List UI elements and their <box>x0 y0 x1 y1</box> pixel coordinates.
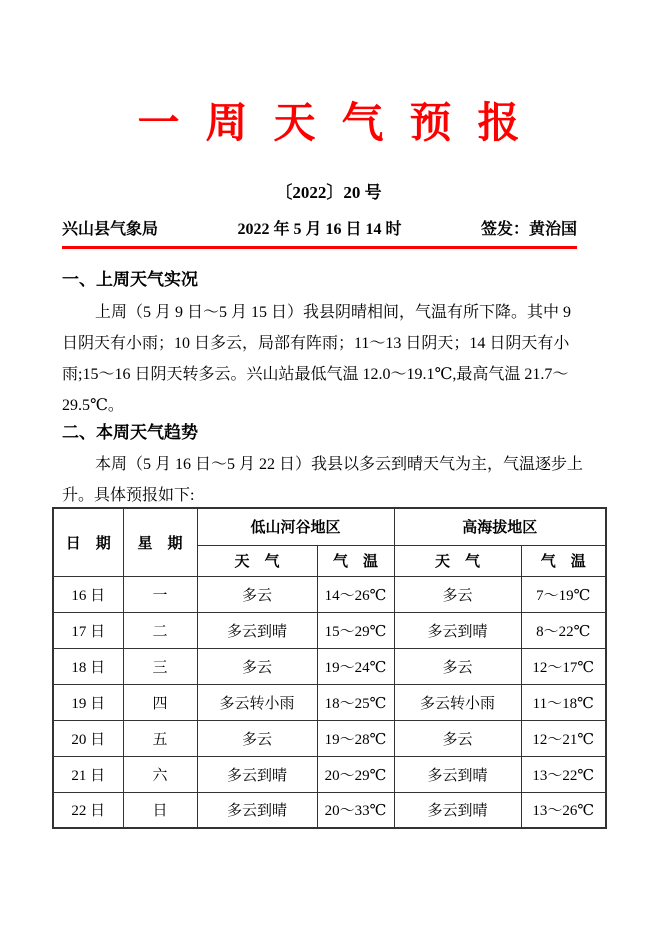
cell-high-temp: 8～22℃ <box>521 612 606 648</box>
paragraph-line: 29.5℃。 <box>62 397 124 414</box>
document-title: 一周天气预报 <box>137 101 546 147</box>
table-row <box>53 720 606 756</box>
cell-low-temp: 19～28℃ <box>317 720 394 756</box>
cell-high-temp: 7～19℃ <box>521 576 606 612</box>
col-header-high-weather: 天 气 <box>394 545 521 576</box>
col-header-week: 星 期 <box>123 508 197 576</box>
table-header-row-1 <box>53 508 606 545</box>
paragraph-line: 本周（5 月 16 日～5 月 22 日）我县以多云到晴天气为主，气温逐步上 <box>95 456 584 473</box>
document-meta-row <box>62 220 577 240</box>
agency-name: 兴山县气象局 <box>62 221 159 238</box>
cell-high-weather: 多云 <box>394 648 521 684</box>
signer: 签发：黄治国 <box>480 221 577 238</box>
cell-date: 22 日 <box>53 792 123 828</box>
cell-high-weather: 多云转小雨 <box>394 684 521 720</box>
col-header-low-temp: 气 温 <box>317 545 394 576</box>
cell-date: 17 日 <box>53 612 123 648</box>
cell-high-temp: 12～21℃ <box>521 720 606 756</box>
cell-week: 三 <box>123 648 197 684</box>
cell-low-weather: 多云到晴 <box>197 756 317 792</box>
red-divider-line <box>62 246 577 249</box>
cell-low-temp: 18～25℃ <box>317 684 394 720</box>
cell-week: 一 <box>123 576 197 612</box>
cell-low-weather: 多云 <box>197 648 317 684</box>
section-1-heading: 一、上周天气实况 <box>62 270 198 289</box>
cell-high-temp: 11～18℃ <box>521 684 606 720</box>
cell-low-weather: 多云 <box>197 720 317 756</box>
table-row <box>53 648 606 684</box>
cell-high-weather: 多云 <box>394 720 521 756</box>
cell-week: 四 <box>123 684 197 720</box>
col-header-low-weather: 天 气 <box>197 545 317 576</box>
cell-low-temp: 15～29℃ <box>317 612 394 648</box>
cell-high-weather: 多云到晴 <box>394 612 521 648</box>
paragraph-line: 上周（5 月 9 日～5 月 15 日）我县阴晴相间，气温有所下降。其中 9 <box>95 304 572 321</box>
cell-week: 二 <box>123 612 197 648</box>
table-row <box>53 612 606 648</box>
section-2-heading: 二、本周天气趋势 <box>62 423 198 442</box>
section-2-paragraph <box>62 449 587 511</box>
cell-date: 18 日 <box>53 648 123 684</box>
table-row <box>53 576 606 612</box>
col-header-date: 日 期 <box>53 508 123 576</box>
cell-low-weather: 多云到晴 <box>197 612 317 648</box>
section-1-paragraph <box>62 297 587 421</box>
cell-week: 日 <box>123 792 197 828</box>
col-header-high-region: 高海拔地区 <box>394 508 606 545</box>
issue-number: 〔2022〕20 号 <box>275 183 382 202</box>
cell-low-weather: 多云 <box>197 576 317 612</box>
cell-date: 20 日 <box>53 720 123 756</box>
col-header-high-temp: 气 温 <box>521 545 606 576</box>
cell-low-temp: 20～33℃ <box>317 792 394 828</box>
cell-low-weather: 多云转小雨 <box>197 684 317 720</box>
cell-low-weather: 多云到晴 <box>197 792 317 828</box>
cell-low-temp: 14～26℃ <box>317 576 394 612</box>
cell-high-temp: 13～22℃ <box>521 756 606 792</box>
cell-date: 21 日 <box>53 756 123 792</box>
cell-high-weather: 多云 <box>394 576 521 612</box>
cell-low-temp: 19～24℃ <box>317 648 394 684</box>
paragraph-line: 日阴天有小雨；10 日多云，局部有阵雨；11～13 日阴天；14 日阴天有小 <box>62 335 570 352</box>
cell-high-weather: 多云到晴 <box>394 792 521 828</box>
cell-high-temp: 12～17℃ <box>521 648 606 684</box>
cell-high-temp: 13～26℃ <box>521 792 606 828</box>
paragraph-line: 雨;15～16 日阴天转多云。兴山站最低气温 12.0～19.1℃,最高气温 21.7～ <box>62 366 569 383</box>
cell-high-weather: 多云到晴 <box>394 756 521 792</box>
cell-date: 16 日 <box>53 576 123 612</box>
table-row <box>53 792 606 828</box>
cell-low-temp: 20～29℃ <box>317 756 394 792</box>
cell-week: 五 <box>123 720 197 756</box>
cell-date: 19 日 <box>53 684 123 720</box>
paragraph-line: 升。具体预报如下: <box>62 487 195 504</box>
table-row <box>53 756 606 792</box>
cell-week: 六 <box>123 756 197 792</box>
table-row <box>53 684 606 720</box>
issue-datetime: 2022 年 5 月 16 日 14 时 <box>237 221 402 238</box>
col-header-low-region: 低山河谷地区 <box>197 508 394 545</box>
forecast-table <box>52 507 607 829</box>
